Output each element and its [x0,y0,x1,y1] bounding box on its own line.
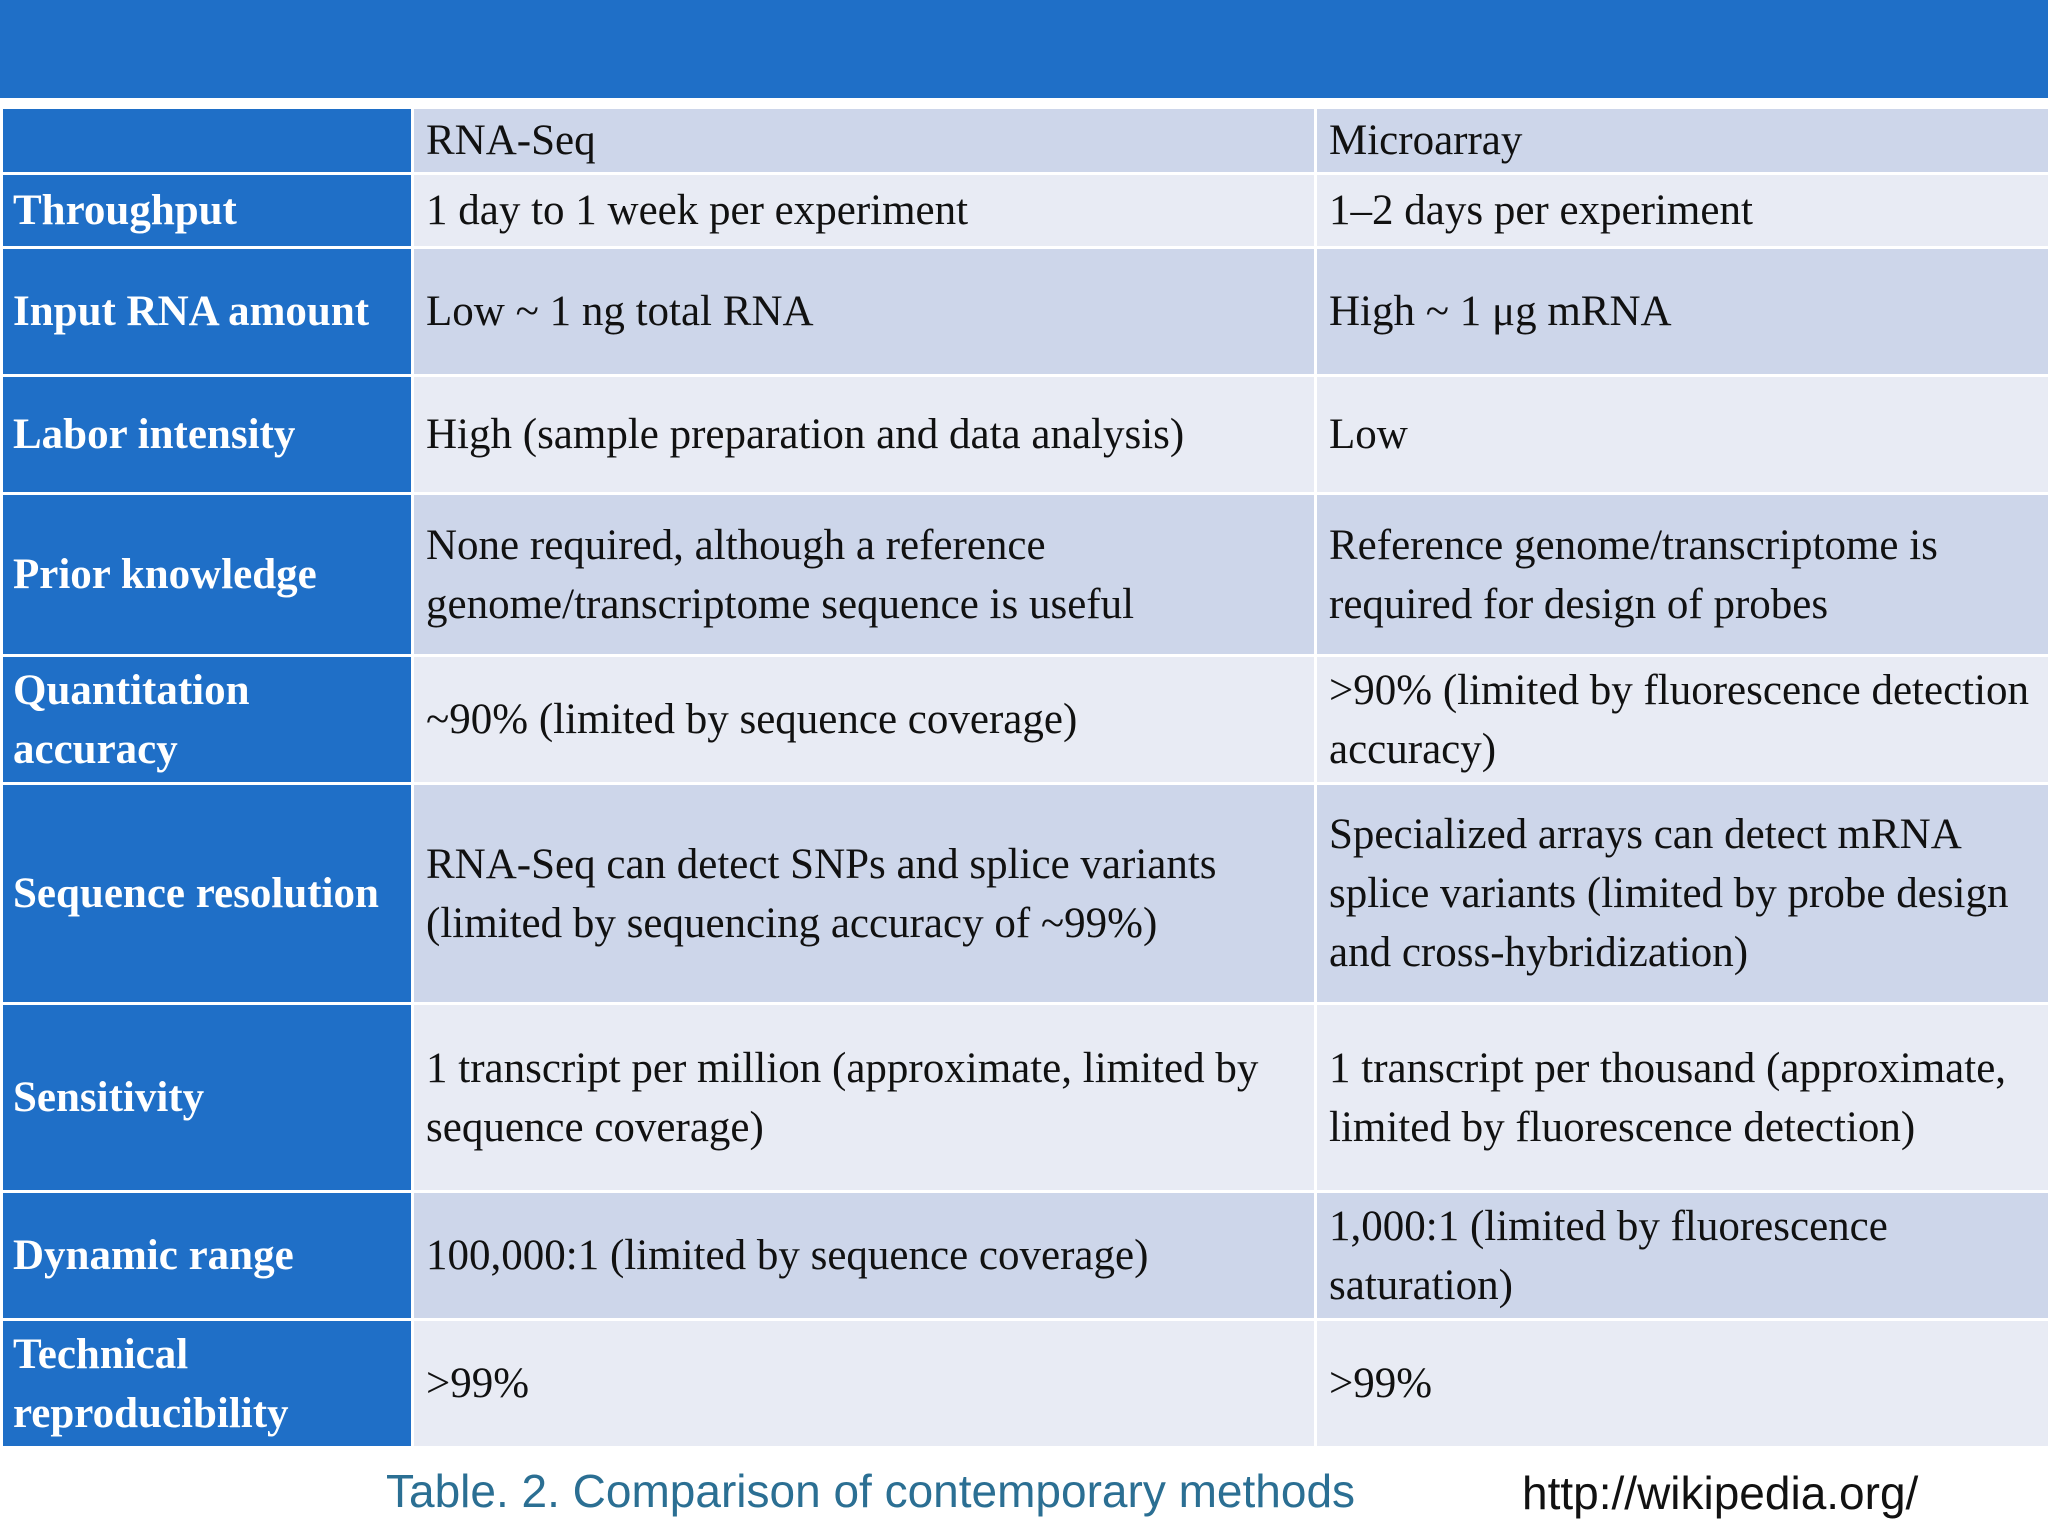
row-sensitivity [2,1004,2048,1192]
rnaseq-cell: ~90% (limited by sequence coverage) [413,656,1316,784]
row-label: Sequence resolution [2,784,413,1004]
microarray-cell: 1 transcript per thousand (approximate, limited by fluorescence detection) [1316,1004,2048,1192]
row-input-rna [2,248,2048,376]
row-label: Prior knowledge [2,494,413,656]
row-label: Sensitivity [2,1004,413,1192]
microarray-cell: >90% (limited by fluorescence detection accuracy) [1316,656,2048,784]
microarray-cell: Specialized arrays can detect mRNA splice variants (limited by probe design and cross-hybridization) [1316,784,2048,1004]
row-quantitation [2,656,2048,784]
source-url: http://wikipedia.org/ [1522,1467,1919,1519]
row-label: Dynamic range [2,1192,413,1320]
header-row [2,108,2048,174]
microarray-cell: 1–2 days per experiment [1316,174,2048,248]
rnaseq-cell: High (sample preparation and data analysis) [413,376,1316,494]
table-caption: Table. 2. Comparison of contemporary methods [386,1465,1356,1517]
microarray-cell: Low [1316,376,2048,494]
header-microarray: Microarray [1316,108,2048,174]
row-dynamic-range [2,1192,2048,1320]
rnaseq-cell: Low ~ 1 ng total RNA [413,248,1316,376]
rnaseq-cell: >99% [413,1320,1316,1448]
rnaseq-cell: 1 day to 1 week per experiment [413,174,1316,248]
row-label: Labor intensity [2,376,413,494]
row-label: Throughput [2,174,413,248]
rnaseq-cell: 100,000:1 (limited by sequence coverage) [413,1192,1316,1320]
comparison-table [0,106,2048,1449]
microarray-cell: >99% [1316,1320,2048,1448]
row-label: Technical reproducibility [2,1320,413,1448]
rnaseq-cell: None required, although a reference genome/transcriptome sequence is useful [413,494,1316,656]
row-throughput [2,174,2048,248]
microarray-cell: Reference genome/transcriptome is required for design of probes [1316,494,2048,656]
comparison-table-container [0,106,2048,1449]
row-reproducibility [2,1320,2048,1448]
row-sequence-resolution [2,784,2048,1004]
header-rnaseq: RNA-Seq [413,108,1316,174]
row-labor [2,376,2048,494]
title-band [0,0,2048,98]
rnaseq-cell: 1 transcript per million (approximate, limited by sequence coverage) [413,1004,1316,1192]
header-corner-cell [2,108,413,174]
row-label: Quantitation accuracy [2,656,413,784]
microarray-cell: 1,000:1 (limited by fluorescence saturation) [1316,1192,2048,1320]
microarray-cell: High ~ 1 μg mRNA [1316,248,2048,376]
rnaseq-cell: RNA-Seq can detect SNPs and splice variants (limited by sequencing accuracy of ~99%) [413,784,1316,1004]
row-prior-knowledge [2,494,2048,656]
row-label: Input RNA amount [2,248,413,376]
